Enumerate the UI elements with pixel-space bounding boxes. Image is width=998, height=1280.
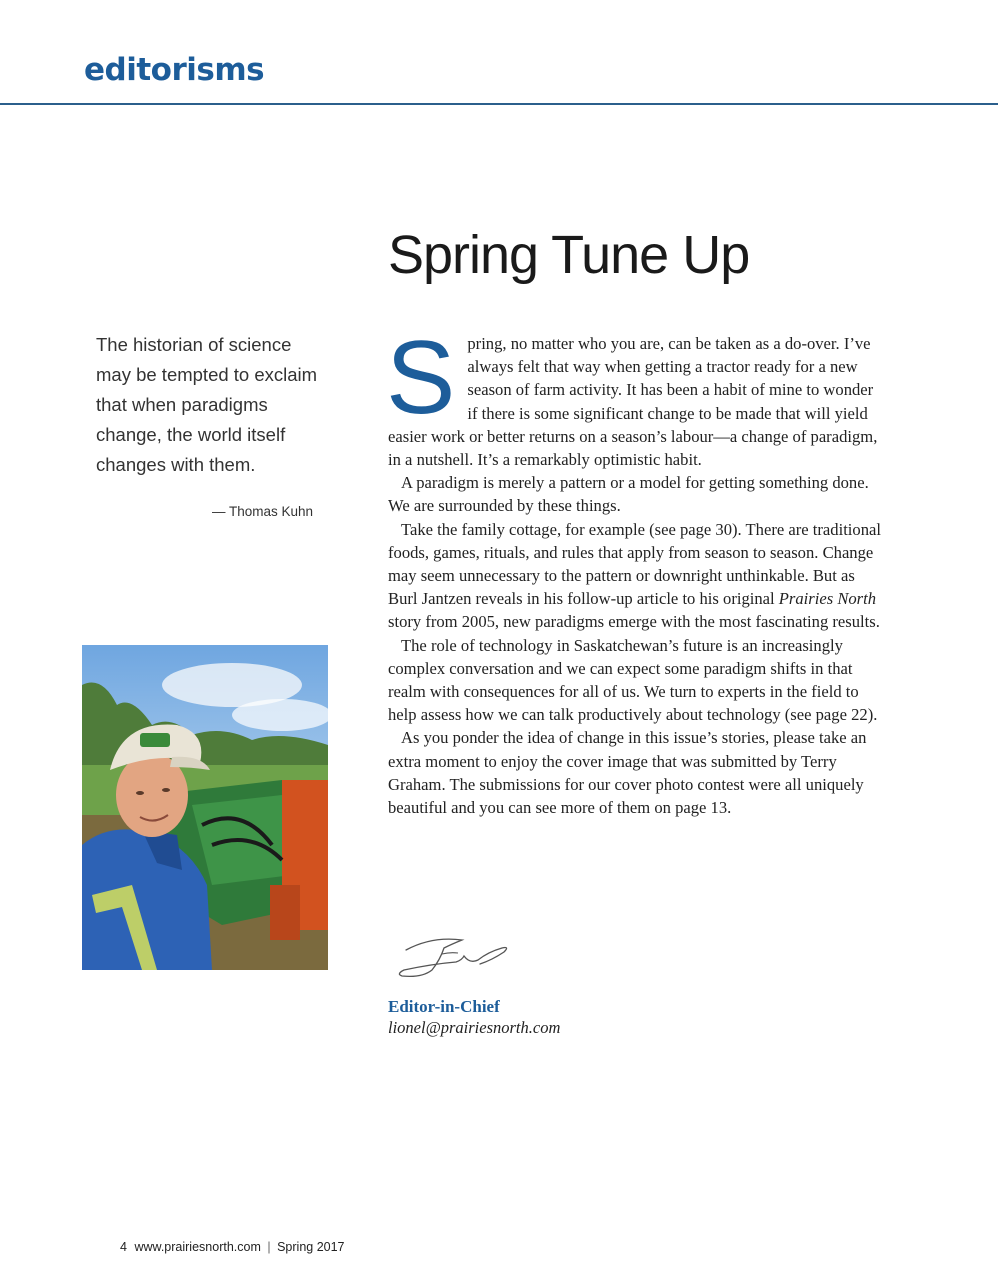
signoff-email: lionel@prairiesnorth.com <box>388 1018 561 1037</box>
paragraph-1 <box>386 320 886 471</box>
editor-photo <box>82 645 328 970</box>
publication-name: Prairies North <box>778 589 877 609</box>
section-tag: editorisms <box>84 52 265 88</box>
signoff-role: Editor-in-Chief <box>388 997 500 1016</box>
article-body <box>386 320 886 819</box>
article-title: Spring Tune Up <box>388 225 750 285</box>
paragraph-3 <box>388 518 886 634</box>
page-footer <box>120 1240 345 1254</box>
paragraph-3-text-a: Take the family cottage, for example (see page 30). There are traditional foods, games, rituals, and rules that apply from season to season. Change may seem unnecessary to the pattern or downright unthinkable. But as Burl Jantzen reveals in his follow-up article to his original <box>388 519 881 609</box>
header-divider <box>0 103 998 105</box>
pull-quote: The historian of science may be tempted to exclaim that when paradigms change, the world itself changes with them. <box>96 334 318 475</box>
editor-signature <box>392 930 512 982</box>
website-link[interactable]: www.prairiesnorth.com <box>134 1240 261 1254</box>
paragraph-1-text: pring, no matter who you are, can be taken as a do-over. I’ve always felt that way when getting a tractor ready for a new season of farm activity. It has been a habit of mine to wonder if there is some significant change to be made that will yield easier work or better returns on a season’s labour—a change of paradigm, in a nutshell. It’s a remarkably optimistic habit. <box>388 334 878 470</box>
paragraph-2: A paradigm is merely a pattern or a model for getting something done. We are surrounded by these things. <box>388 473 869 516</box>
page-number: 4 <box>120 1240 127 1254</box>
drop-cap: S <box>386 320 456 436</box>
paragraph-3-text-b: story from 2005, new paradigms emerge with the most fascinating results. <box>388 612 880 632</box>
footer-separator: | <box>267 1240 271 1254</box>
pull-quote-attribution: — Thomas Kuhn <box>211 504 313 519</box>
paragraph-4: The role of technology in Saskatchewan’s future is an increasingly complex conversation and we can expect some paradigm shifts in that realm with consequences for all of us. We turn to experts in the field to help assess how we can talk productively about technology (see page 22). <box>388 635 878 725</box>
paragraph-5: As you ponder the idea of change in this issue’s stories, please take an extra moment to enjoy the cover image that was submitted by Terry Graham. The submissions for our cover photo contest were all uniquely beautiful and you can see more of them on page 13. <box>388 728 867 818</box>
issue-label: Spring 2017 <box>277 1240 345 1254</box>
